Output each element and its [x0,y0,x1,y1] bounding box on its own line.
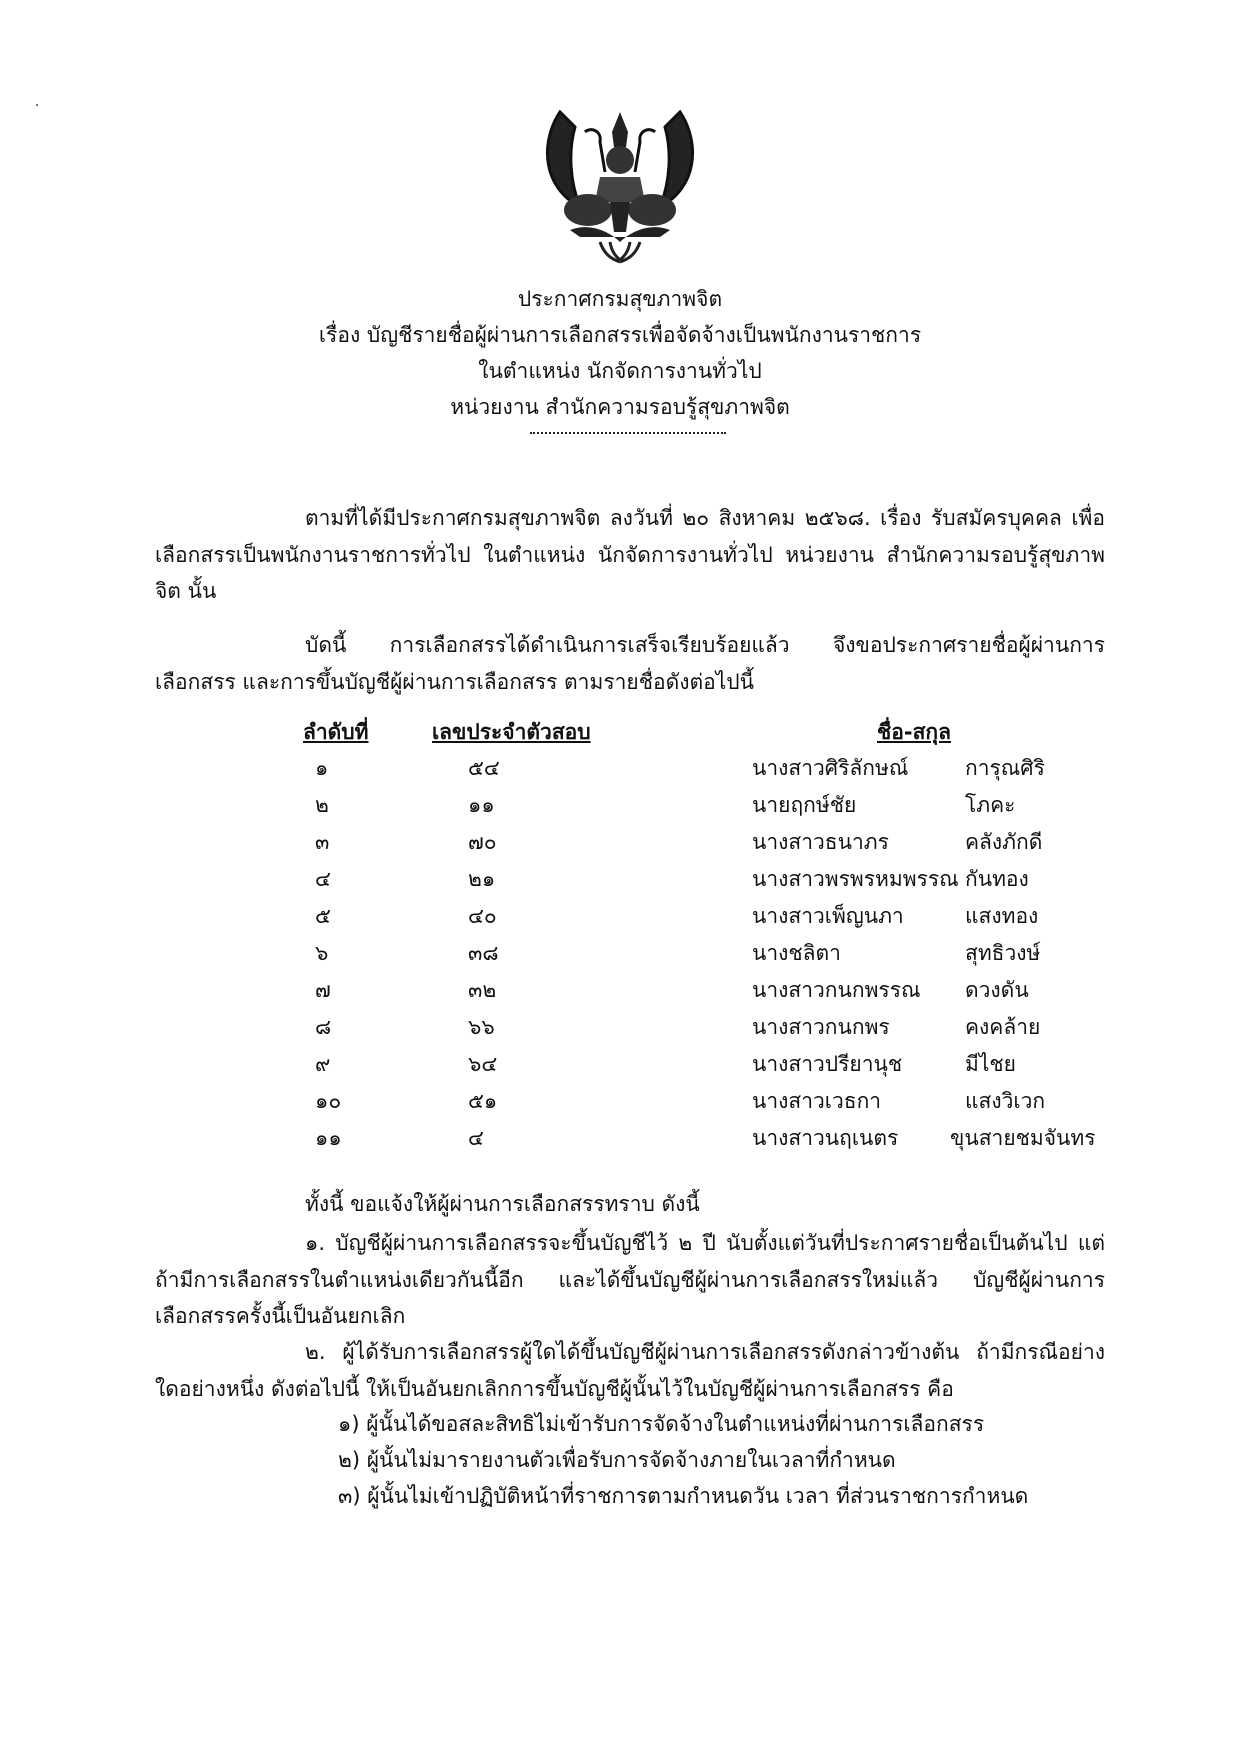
cell-order: ๑๑ [315,1126,342,1150]
note-text: ๒. ผู้ได้รับการเลือกสรรผู้ใดได้ขึ้นบัญชีผู้ผ่านการเลือกสรรดังกล่าวข้างต้น ถ้ามีกรณีอย่างใดอย่างหนึ่ง ดังต่อไปนี้ ให้เป็นอันยกเลิกการขึ้นบัญชีผู้นั้นไว้ในบัญชีผู้ผ่านการเลือกสรร คือ [155,1340,1105,1401]
garuda-emblem-icon [530,92,710,264]
cell-exam-id: ๔๐ [468,904,497,928]
cell-last-name: มีไชย [965,1052,1016,1076]
cell-order: ๘ [315,1015,332,1039]
cell-order: ๒ [315,793,329,817]
cell-order: ๓ [315,830,330,854]
cell-last-name: กันทอง [965,867,1029,891]
sub-item-1: ๑) ผู้นั้นได้ขอสละสิทธิไม่เข้ารับการจัดจ้างในตำแหน่งที่ผ่านการเลือกสรร [338,1412,985,1436]
note-item-2 [155,1334,1105,1407]
cell-last-name: ดวงดัน [965,978,1029,1002]
cell-last-name: การุณศิริ [965,756,1045,780]
note-item-1 [155,1225,1105,1335]
cell-exam-id: ๓๘ [468,941,499,965]
table-row [0,1122,1240,1159]
cell-exam-id: ๕๔ [468,756,500,780]
table-row [0,1011,1240,1048]
notes-intro: ทั้งนี้ ขอแจ้งให้ผู้ผ่านการเลือกสรรทราบ ดังนี้ [305,1192,700,1216]
cell-exam-id: ๓๒ [468,978,497,1002]
table-row [0,789,1240,826]
cell-first-name: นางชลิตา [752,941,841,965]
cell-first-name: นางสาวศิริลักษณ์ [752,756,909,780]
cell-order: ๔ [315,867,331,891]
cell-last-name: คงคล้าย [965,1015,1041,1039]
cell-first-name: นางสาวนฤเนตร [752,1126,899,1150]
table-row [0,937,1240,974]
announcement-title: ประกาศกรมสุขภาพจิต [517,287,723,311]
cell-last-name: โภคะ [965,793,1016,817]
sub-item-2: ๒) ผู้นั้นไม่มารายงานตัวเพื่อรับการจัดจ้างภายในเวลาที่กำหนด [338,1448,896,1472]
cell-first-name: นางสาวเพ็ญนภา [752,904,904,928]
sub-item-3: ๓) ผู้นั้นไม่เข้าปฏิบัติหน้าที่ราชการตามกำหนดวัน เวลา ที่ส่วนราชการกำหนด [338,1484,1029,1508]
header-separator [530,432,726,434]
table-row [0,1048,1240,1085]
cell-exam-id: ๕๑ [468,1089,498,1113]
cell-last-name: แสงวิเวก [965,1089,1046,1113]
table-row [0,752,1240,789]
cell-exam-id: ๖๖ [468,1015,495,1039]
cell-order: ๑๐ [315,1089,342,1113]
paragraph-reference [155,500,1105,610]
cell-order: ๗ [315,978,331,1002]
announcement-subject: เรื่อง บัญชีรายชื่อผู้ผ่านการเลือกสรรเพื่อจัดจ้างเป็นพนักงานราชการ [318,323,922,347]
cell-last-name: แสงทอง [965,904,1039,928]
cell-exam-id: ๔ [468,1126,484,1150]
note-text: ๑. บัญชีผู้ผ่านการเลือกสรรจะขึ้นบัญชีไว้ ๒ ปี นับตั้งแต่วันที่ประกาศรายชื่อเป็นต้นไป แต่ถ้ามีการเลือกสรรในตำแหน่งเดียวกันนี้อีก และได้ขึ้นบัญชีผู้ผ่านการเลือกสรรใหม่แล้ว บัญชีผู้ผ่านการเลือกสรรครั้งนี้เป็นอันยกเลิก [155,1231,1105,1328]
cell-exam-id: ๖๔ [468,1052,498,1076]
cell-order: ๑ [315,756,329,780]
cell-exam-id: ๑๑ [468,793,495,817]
cell-last-name: ขุนสายชมจันทร [950,1126,1096,1150]
cell-exam-id: ๗๐ [468,830,497,854]
cell-first-name: นางสาวพรพรหมพรรณ [752,867,959,891]
paragraph-text: ตามที่ได้มีประกาศกรมสุขภาพจิต ลงวันที่ ๒๐ สิงหาคม ๒๕๖๘. เรื่อง รับสมัครบุคคล เพื่อเลือกสรรเป็นพนักงานราชการทั่วไป ในตำแหน่ง นักจัดการงานทั่วไป หน่วยงาน สำนักความรอบรู้สุขภาพจิต นั้น [155,506,1105,603]
table-header-order: ลำดับที่ [303,720,369,744]
table-row [0,863,1240,900]
table-header-name: ชื่อ-สกุล [877,720,951,744]
cell-last-name: สุทธิวงษ์ [965,941,1041,965]
announcement-position: ในตำแหน่ง นักจัดการงานทั่วไป [478,359,762,383]
cell-first-name: นางสาวกนกพรรณ [752,978,921,1002]
cell-first-name: นางสาวกนกพร [752,1015,890,1039]
cell-first-name: นางสาวธนาภร [752,830,889,854]
paragraph-announcement [155,627,1105,700]
table-row [0,900,1240,937]
table-header-exam-id: เลขประจำตัวสอบ [432,720,591,744]
announcement-unit: หน่วยงาน สำนักความรอบรู้สุขภาพจิต [450,395,790,419]
table-row [0,826,1240,863]
cell-first-name: นายฤกษ์ชัย [752,793,857,817]
table-row [0,974,1240,1011]
cell-order: ๖ [315,941,329,965]
cell-first-name: นางสาวปรียานุช [752,1052,903,1076]
cell-last-name: คลังภักดี [965,830,1043,854]
paragraph-text: บัดนี้ การเลือกสรรได้ดำเนินการเสร็จเรียบร้อยแล้ว จึงขอประกาศรายชื่อผู้ผ่านการเลือกสรร และการขึ้นบัญชีผู้ผ่านการเลือกสรร ตามรายชื่อดังต่อไปนี้ [155,633,1105,694]
cell-exam-id: ๒๑ [468,867,496,891]
cell-first-name: นางสาวเวธกา [752,1089,882,1113]
cell-order: ๙ [315,1052,331,1076]
table-row [0,1085,1240,1122]
scan-artifact [36,104,38,106]
cell-order: ๕ [315,904,331,928]
